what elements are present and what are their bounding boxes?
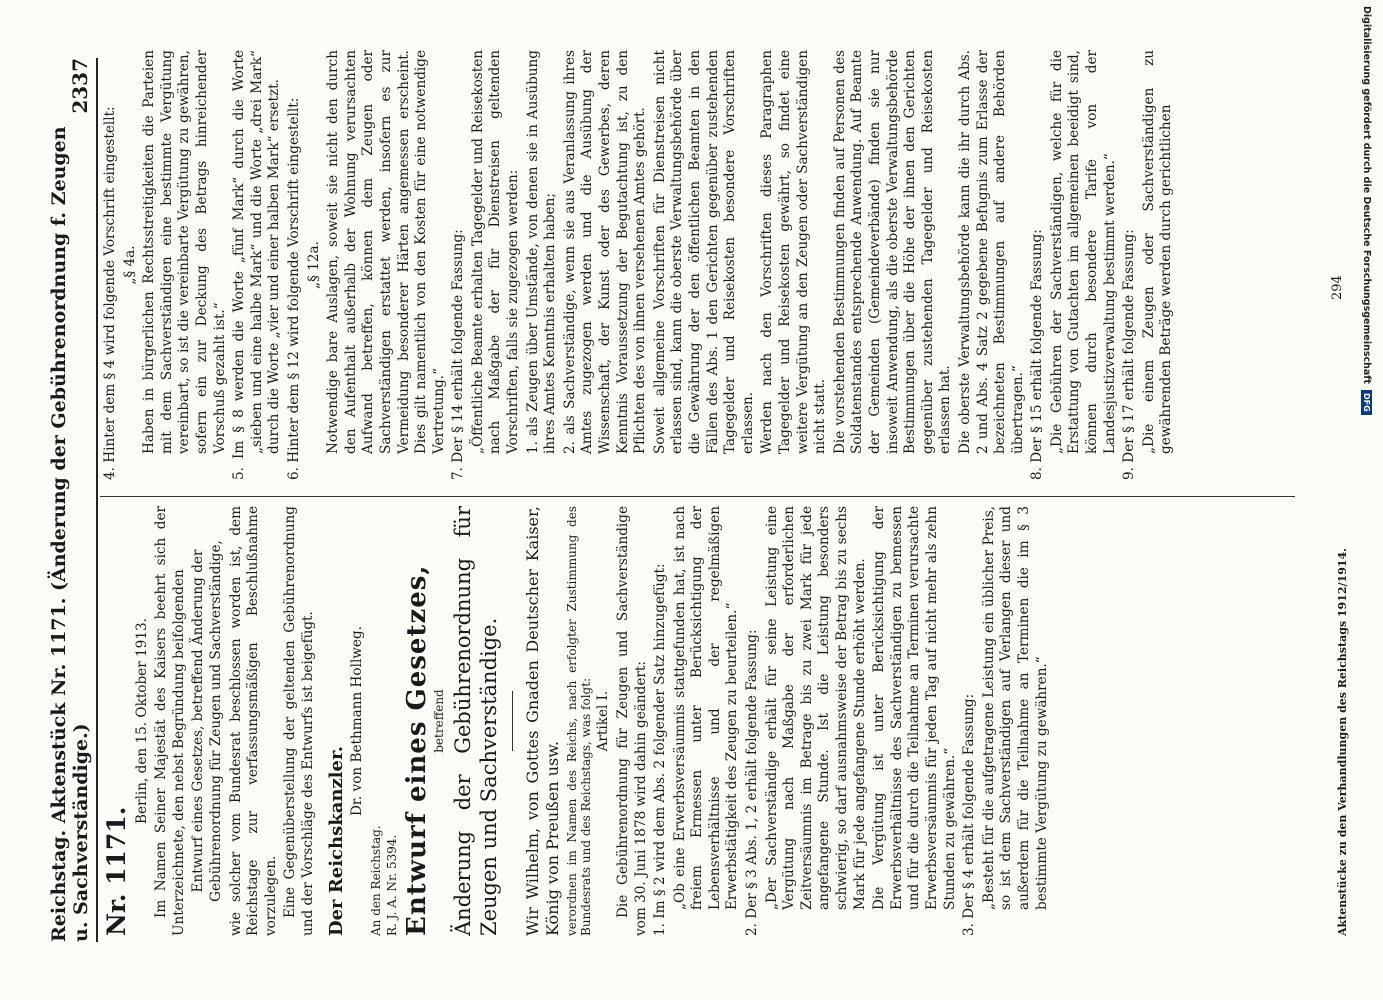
- list-item: 6. Hinter dem § 12 wird folgende Vorschrift eingestellt:: [285, 97, 302, 480]
- intro-paragraph-3: Eine Gegenüberstellung der geltenden Gebührenordnung und der Vorschläge des Entwurfs ist beigefügt.: [282, 506, 316, 936]
- list-item-quote: Werden nach den Vorschriften dieses Paragraphen Tagegelder und Reisekosten gewährt, so findet eine weitere Vergütung an den Zeugen oder Sachverständigen nicht statt.: [759, 50, 829, 454]
- doc-number: Nr. 1171.: [102, 806, 131, 936]
- signature-title: Der Reichskanzler.: [325, 745, 347, 936]
- list-item: 1. Im § 2 wird dem Abs. 2 folgender Satz hinzugefügt:: [652, 563, 669, 936]
- page-header: [48, 58, 98, 942]
- intro-title: Entwurf eines Gesetzes, betreffend Änderung der Gebührenordnung für Zeugen und Sachverständige,: [190, 540, 224, 902]
- list-item-quote: 2. als Sachverständige, wenn sie aus Veranlassung ihres Amtes zugezogen werden und die Ausübung der Wissenschaft, der Kunst oder des Gewerbes, deren Kenntnis Voraussetzung der Begutachtung ist, zu den Pflichten des von ihnen versehenen Amtes gehört.: [561, 50, 649, 454]
- article-intro: Die Gebührenordnung für Zeugen und Sachverständige vom 30. Juni 1878 wird dahin geändert:: [614, 506, 649, 936]
- list-item: 2. Der § 3 Abs. 1, 2 erhält folgende Fassung:: [744, 629, 761, 936]
- list-item-quote: Die vorstehenden Bestimmungen finden auf Personen des Soldatenstandes entsprechende Anwendung. Auf Beamte der Gemeinden (Gemeindeverbände) finden sie nur insoweit Anwendung, als die oberste Verwaltungsbehörde Bestimmungen über die Höhe der ihnen den Gerichten gegenüber zustehenden Tagegelder und Reisekosten erlassen hat.: [831, 50, 954, 454]
- list-item-quote: 1. als Zeugen über Umstände, von denen sie in Ausübung ihres Amtes Kenntnis erhalten haben;: [524, 50, 559, 454]
- intro-paragraph-2: wie solcher vom Bundesrat beschlossen worden ist, dem Reichstage zur verfassungsmäßigen Beschlußnahme vorzulegen.: [227, 506, 279, 936]
- dfg-credit: Digitalisierung gefördert durch die Deutsche Forschungsgemeinschaft: [1361, 6, 1373, 384]
- reference-number: R. J. A. Nr. 5394.: [384, 834, 399, 936]
- left-column: [102, 506, 1053, 936]
- list-item: 7. Der § 14 erhält folgende Fassung:: [450, 229, 467, 480]
- header-page-number: 2337: [68, 58, 92, 114]
- list-item-quote: „Die einem Zeugen oder Sachverständigen zu gewährenden Beträge werden durch gerichtlichen: [1140, 50, 1175, 454]
- right-column: [102, 50, 1178, 480]
- section-heading: „§ 4a.: [121, 245, 138, 285]
- column-divider: [100, 496, 1295, 497]
- list-item-quote: „Ob eine Erwerbsversäumnis stattgefunden hat, ist nach freiem Ermessen unter Berücksichtigung der Lebensverhältnisse und der regelmäßigen Erwerbstätigkeit des Zeugen zu beurteilen.“: [671, 506, 741, 910]
- list-item: 5. Im § 8 werden die Worte „fünf Mark“ durch die Worte „sieben und eine halbe Mark“ und die Worte „drei Mark“ durch die Worte „vier und einer halben Mark“ ersetzt.: [231, 50, 283, 480]
- date-line: Berlin, den 15. Oktober 1913.: [133, 618, 150, 824]
- enactment-clause: verordnen im Namen des Reichs, nach erfolgter Zustimmung des Bundesrats und des Reichstags, was folgt:: [565, 506, 594, 936]
- enactment-formula: Wir Wilhelm, von Gottes Gnaden Deutscher Kaiser, König von Preußen usw.: [523, 506, 563, 936]
- bill-title: Entwurf eines Gesetzes,: [401, 564, 432, 936]
- digitization-strip: [1357, 6, 1377, 996]
- list-item-quote: Notwendige bare Auslagen, soweit sie nicht den durch den Aufenthalt außerhalb der Wohnung verursachten Aufwand betreffen, können dem Zeugen oder Sachverständigen erstattet werden, insofern es zur Vermeidung besonderer Härten angemessen erscheint. Dies gilt namentlich von den Kosten für eine notwendige Vertretung.“: [325, 50, 447, 454]
- header-title: Reichstag. Aktenstück Nr. 1171. (Änderung der Gebührenordnung f. Zeugen u. Sachverständige.): [48, 126, 92, 942]
- addressee: An den Reichstag.: [368, 825, 383, 936]
- bill-subtitle: Änderung der Gebührenordnung für Zeugen und Sachverständige.: [451, 506, 502, 936]
- list-item-quote: Haben in bürgerlichen Rechtsstreitigkeiten die Parteien mit dem Sachverständigen eine bestimmte Vergütung vereinbart, so ist die vereinbarte Vergütung zu gewähren, sofern ein zur Deckung des Betrags hinreichender Vorschuß gezahlt ist.“: [141, 50, 228, 454]
- list-item: 3. Der § 4 erhält folgende Fassung:: [961, 693, 978, 936]
- divider: [512, 691, 513, 751]
- article-heading: Artikel I.: [595, 690, 612, 752]
- page-folio: 294: [1330, 275, 1345, 300]
- signature-name: Dr. von Bethmann Hollweg.: [349, 626, 366, 816]
- list-item: 4. Hinter dem § 4 wird folgende Vorschrift eingestellt:: [102, 106, 118, 480]
- bill-betreffend: betreffend: [432, 689, 447, 753]
- list-item-quote: Soweit allgemeine Vorschriften für Dienstreisen nicht erlassen sind, kann die oberste Verwaltungsbehörde über die Gewährung der den öffentlichen Beamten in den Fällen des Abs. 1 den Gerichten gegenüber zustehenden Tagegelder und Reisekosten besondere Vorschriften erlassen.: [651, 50, 756, 454]
- list-item-quote: Die Vergütung ist unter Berücksichtigung der Erwerbsverhältnisse des Sachverständigen zu bemessen und für die durch die Teilnahme an Terminen verursachte Erwerbsversäumnis für jeden Tag auf nicht mehr als zehn Stunden zu gewähren.“: [871, 506, 958, 910]
- list-item-quote: „Der Sachverständige erhält für seine Leistung eine Vergütung nach Maßgabe der erforderlichen Zeitversäumnis im Betrage bis zu zwei Mark für jede angefangene Stunde. Ist die Leistung besonders schwierig, so darf ausnahmsweise der Betrag bis zu sechs Mark für jede angefangene Stunde erhöht werden.: [763, 506, 868, 910]
- list-item-quote: Die oberste Verwaltungsbehörde kann die ihr durch Abs. 2 und Abs. 4 Satz 2 gegebene Befugnis zum Erlasse der bezeichneten Bestimmungen auf andere Behörden übertragen.“: [956, 50, 1026, 454]
- list-item: 8. Der § 15 erhält folgende Fassung:: [1029, 229, 1046, 480]
- list-item-quote: „Die Gebühren der Sachverständigen, welche für die Erstattung von Gutachten im allgemeinen beeidigt sind, können durch besondere Tarife von der Landesjustizverwaltung bestimmt werden.“: [1048, 50, 1118, 454]
- list-item-quote: „Öffentliche Beamte erhalten Tagegelder und Reisekosten nach Maßgabe der für Dienstreisen geltenden Vorschriften, falls sie zugezogen werden:: [469, 50, 522, 454]
- intro-paragraph: Im Namen Seiner Majestät des Kaisers beehrt sich der Unterzeichnete, den nebst Begründung beifolgenden: [153, 506, 187, 936]
- list-item-quote: „Besteht für die aufgetragene Leistung ein üblicher Preis, so ist dem Sachverständigen auf Verlangen dieser und außerdem für die Teilnahme an Terminen die im § 3 bestimmte Vergütung zu gewähren.“: [980, 506, 1050, 910]
- section-heading: „§ 12a.: [305, 241, 322, 289]
- list-item: 9. Der § 17 erhält folgende Fassung:: [1121, 229, 1138, 480]
- dfg-logo-icon: DFG: [1362, 390, 1373, 415]
- footer-note: Aktenstücke zu den Verhandlungen des Reichstags 1912/1914.: [1336, 548, 1349, 936]
